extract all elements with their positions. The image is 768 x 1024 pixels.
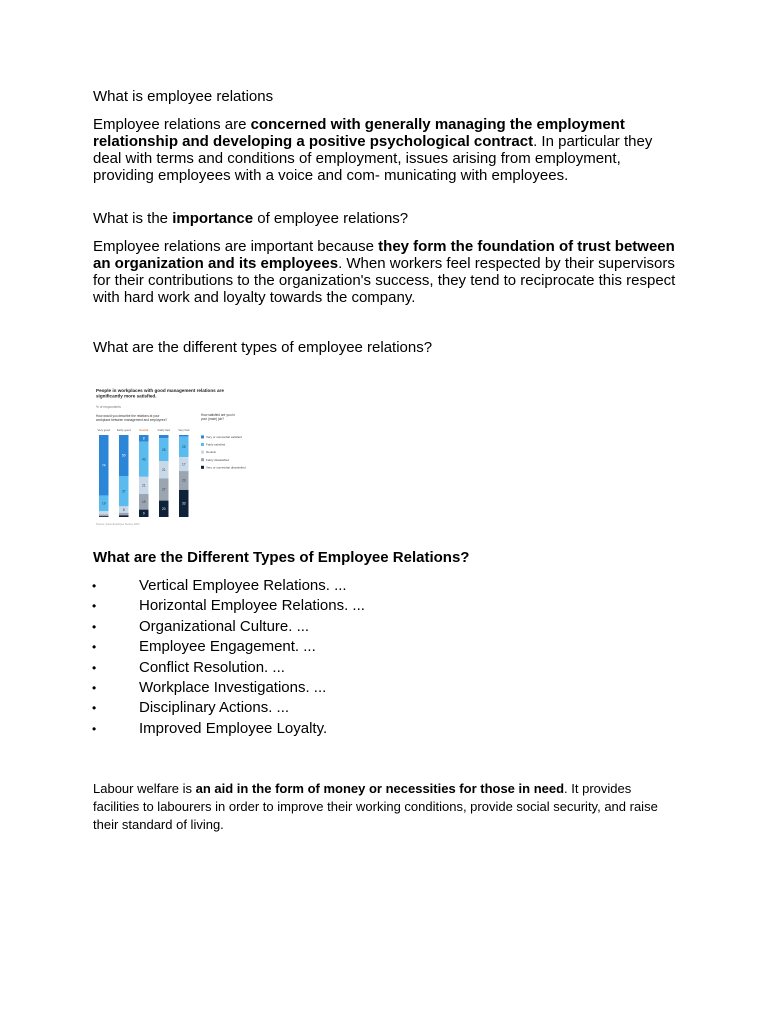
chart-category-label: Neutral [139, 428, 149, 432]
types-list-item [0, 618, 600, 638]
chart-data-label: 27 [161, 487, 166, 492]
chart-data-label: 28 [161, 447, 166, 452]
chart-bar-segment [99, 516, 109, 517]
chart-data-label: 8 [122, 507, 125, 512]
chart-bar-segment [119, 513, 129, 515]
types-list-item-label: Workplace Investigations. ... [139, 678, 327, 696]
chart-legend-swatch [201, 443, 204, 446]
chart-category-label: Fairly good [116, 428, 131, 432]
paragraph-importance-pre: Employee relations are important because [93, 238, 379, 255]
heading-what-is-employee-relations: What is employee relations [93, 88, 274, 105]
paragraph-labour-welfare-pre: Labour welfare is [93, 781, 196, 796]
types-list-item [0, 638, 600, 658]
satisfaction-chart [93, 382, 255, 532]
types-list-item [0, 659, 600, 679]
types-list-item-label: Horizontal Employee Relations. ... [139, 597, 365, 615]
types-list-item [0, 679, 600, 699]
chart-legend-label: Very or somewhat satisfied [206, 435, 242, 439]
chart-data-label: 20 [161, 507, 166, 511]
bullet-icon: • [92, 660, 97, 675]
paragraph-definition-bold: concerned with generally managing the employment relationship and developing a positive psychological contract [93, 116, 625, 150]
chart-bar-segment [159, 435, 169, 438]
types-list-item [0, 577, 600, 597]
heading-importance-bold: importance [172, 210, 254, 227]
chart-data-label: 74 [101, 463, 106, 468]
chart-bar-segment [119, 515, 129, 517]
chart-title: People in workplaces with good management relations are significantly more satisfied. [96, 388, 224, 399]
chart-data-label: 9 [142, 511, 145, 516]
chart-data-label: 17 [181, 462, 186, 467]
heading-importance-post: of employee relations? [253, 210, 409, 227]
types-list-item-label: Organizational Culture. ... [139, 617, 310, 635]
chart-source: Source: Ipsos Employee Survey 2023 [96, 523, 140, 526]
chart-subtitle: % of respondents [96, 405, 121, 409]
chart-category-label: Fairly bad [157, 428, 170, 432]
chart-question-label: How would you describe the relations at your workplace between management and employees? [96, 414, 168, 422]
bullet-icon: • [92, 701, 97, 716]
bullet-icon: • [92, 640, 97, 655]
heading-importance-pre: What is the [93, 210, 173, 227]
types-list-item [0, 699, 600, 719]
chart-legend-swatch [201, 451, 204, 454]
chart-bar-segment [99, 515, 109, 517]
chart-bar-segment [179, 435, 189, 437]
types-list [0, 577, 600, 740]
heading-different-types: What are the Different Types of Employee Relations? [93, 549, 470, 566]
chart-data-label: 25 [181, 445, 186, 450]
chart-data-label: 43 [141, 457, 146, 462]
paragraph-labour-welfare-bold: an aid in the form of money or necessities for those in need [195, 781, 565, 796]
chart-legend-swatch [201, 466, 204, 469]
paragraph-importance-bold: they form the foundation of trust between an organization and its employees [93, 238, 675, 272]
chart-category-label: Very good [97, 428, 111, 432]
chart-legend-swatch [201, 435, 204, 438]
chart-data-label: 21 [141, 483, 146, 488]
types-list-item-label: Vertical Employee Relations. ... [139, 577, 347, 594]
chart-legend-title: How satisfied are you in your (main) job? [201, 413, 235, 421]
chart-category-label: Very bad [178, 428, 190, 432]
chart-data-label: 8 [142, 436, 145, 441]
chart-legend-label: Fairly dissatisfied [206, 457, 230, 462]
chart-data-label: 19 [101, 501, 106, 506]
types-list-item-label: Conflict Resolution. ... [139, 658, 285, 676]
types-list-item [0, 597, 600, 617]
types-list-item-label: Employee Engagement. ... [139, 638, 316, 656]
satisfaction-chart-image [93, 382, 255, 532]
paragraph-definition-pre: Employee relations are [93, 116, 251, 133]
paragraph-definition-post: . In particular they deal with terms and conditions of employment, issues arising from employment, providing employees with a voice and com- municating with employees. [93, 133, 653, 184]
heading-importance [93, 210, 408, 228]
types-list-item-label: Improved Employee Loyalty. [139, 719, 328, 737]
types-list-item-label: Disciplinary Actions. ... [139, 699, 290, 717]
heading-types-question: What are the different types of employee relations? [93, 339, 433, 356]
chart-data-label: 19 [141, 500, 146, 505]
chart-legend-label: Neutral [206, 450, 216, 455]
bullet-icon: • [92, 619, 97, 634]
paragraph-labour-welfare [93, 780, 673, 834]
chart-legend-swatch [201, 458, 204, 461]
paragraph-importance-post: . When workers feel respected by their supervisors for their contributions to the organization's success, they tend to reciprocate this respect with hard work and loyalty towards the company. [93, 255, 676, 306]
paragraph-definition [93, 116, 683, 184]
bullet-icon: • [92, 579, 97, 593]
chart-legend-label: Very or somewhat dissatisfied [206, 465, 246, 470]
bullet-icon: • [92, 680, 97, 695]
bullet-icon: • [92, 721, 97, 736]
types-list-item [0, 720, 600, 740]
chart-data-label: 50 [121, 453, 126, 458]
chart-legend-label: Fairly satisfied [206, 442, 226, 447]
paragraph-labour-welfare-post: . It provides facilities to labourers in order to improve their working conditions, provide social security, and raise their standard of living. [93, 781, 658, 832]
chart-data-label: 37 [121, 489, 126, 494]
chart-data-label: 23 [181, 478, 186, 483]
chart-data-label: 33 [181, 501, 186, 506]
chart-data-label: 21 [161, 468, 166, 473]
chart-bar-segment [99, 511, 109, 514]
paragraph-importance [93, 238, 683, 306]
bullet-icon: • [92, 599, 97, 614]
